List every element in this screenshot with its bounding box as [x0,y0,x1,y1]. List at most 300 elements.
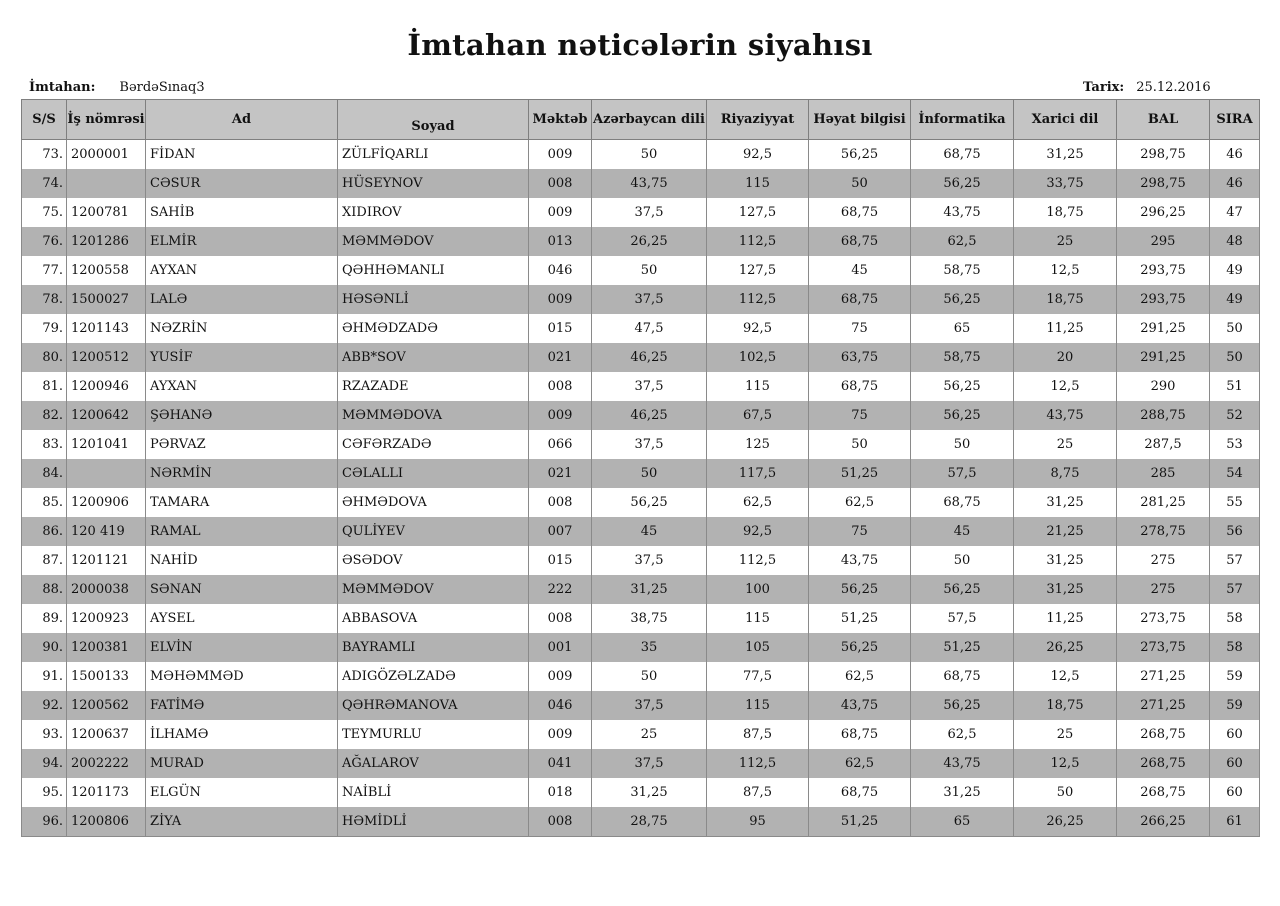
cell-rank: 46 [1210,140,1260,170]
cell-score: 298,75 [1117,169,1210,198]
cell-azerbaijani: 28,75 [592,807,707,837]
cell-informatics: 62,5 [911,227,1014,256]
cell-math: 92,5 [707,517,809,546]
cell-last-name: HƏSƏNLİ [338,285,529,314]
cell-last-name: CƏLALLI [338,459,529,488]
cell-informatics: 65 [911,314,1014,343]
cell-first-name: ZİYA [146,807,338,837]
cell-informatics: 56,25 [911,169,1014,198]
cell-score: 291,25 [1117,314,1210,343]
cell-school: 021 [529,459,592,488]
cell-informatics: 56,25 [911,285,1014,314]
cell-score: 268,75 [1117,778,1210,807]
cell-rank: 57 [1210,546,1260,575]
table-row [22,343,1260,372]
cell-informatics: 43,75 [911,749,1014,778]
cell-rank: 47 [1210,198,1260,227]
table-row [22,778,1260,807]
cell-first-name: MƏHƏMMƏD [146,662,338,691]
cell-ss: 86. [22,517,67,546]
cell-math: 125 [707,430,809,459]
cell-school: 009 [529,720,592,749]
table-row [22,401,1260,430]
cell-foreign-language: 25 [1014,430,1117,459]
cell-school: 046 [529,691,592,720]
table-row [22,372,1260,401]
col-header-last-name: Soyad [338,100,529,140]
cell-rank: 57 [1210,575,1260,604]
cell-school: 008 [529,807,592,837]
cell-foreign-language: 11,25 [1014,314,1117,343]
cell-rank: 55 [1210,488,1260,517]
cell-math: 115 [707,169,809,198]
cell-azerbaijani: 37,5 [592,285,707,314]
cell-rank: 54 [1210,459,1260,488]
cell-ss: 93. [22,720,67,749]
cell-ss: 95. [22,778,67,807]
cell-informatics: 57,5 [911,604,1014,633]
cell-last-name: XIDIROV [338,198,529,227]
cell-score: 273,75 [1117,604,1210,633]
date-label: Tarix: [1083,80,1125,95]
cell-score: 296,25 [1117,198,1210,227]
cell-math: 112,5 [707,285,809,314]
cell-first-name: NAHİD [146,546,338,575]
cell-math: 112,5 [707,546,809,575]
cell-score: 293,75 [1117,256,1210,285]
cell-score: 273,75 [1117,633,1210,662]
cell-life-science: 56,25 [809,140,911,170]
cell-first-name: AYXAN [146,372,338,401]
cell-math: 115 [707,372,809,401]
cell-last-name: BAYRAMLI [338,633,529,662]
table-row [22,720,1260,749]
cell-score: 295 [1117,227,1210,256]
exam-value: BərdəSınaq3 [119,80,205,95]
cell-informatics: 65 [911,807,1014,837]
cell-score: 290 [1117,372,1210,401]
cell-first-name: SAHİB [146,198,338,227]
cell-first-name: İLHAMƏ [146,720,338,749]
date-value: 25.12.2016 [1136,80,1211,95]
cell-ss: 88. [22,575,67,604]
col-header-score: BAL [1117,100,1210,140]
table-row [22,749,1260,778]
cell-life-science: 56,25 [809,575,911,604]
cell-rank: 59 [1210,691,1260,720]
cell-azerbaijani: 47,5 [592,314,707,343]
cell-ss: 83. [22,430,67,459]
cell-foreign-language: 26,25 [1014,807,1117,837]
cell-azerbaijani: 50 [592,662,707,691]
cell-informatics: 50 [911,546,1014,575]
cell-azerbaijani: 50 [592,140,707,170]
cell-foreign-language: 18,75 [1014,285,1117,314]
cell-informatics: 68,75 [911,140,1014,170]
cell-score: 288,75 [1117,401,1210,430]
cell-rank: 52 [1210,401,1260,430]
cell-informatics: 58,75 [911,343,1014,372]
cell-first-name: AYSEL [146,604,338,633]
cell-first-name: ŞƏHANƏ [146,401,338,430]
cell-ss: 90. [22,633,67,662]
cell-work-number: 1200806 [67,807,146,837]
cell-life-science: 75 [809,314,911,343]
cell-last-name: QƏHHƏMANLI [338,256,529,285]
col-header-work-number: İş nömrəsi [67,100,146,140]
cell-math: 92,5 [707,314,809,343]
cell-life-science: 75 [809,517,911,546]
cell-ss: 91. [22,662,67,691]
cell-math: 127,5 [707,256,809,285]
cell-azerbaijani: 37,5 [592,430,707,459]
cell-work-number [67,169,146,198]
cell-ss: 89. [22,604,67,633]
table-row [22,517,1260,546]
cell-score: 278,75 [1117,517,1210,546]
cell-school: 015 [529,546,592,575]
cell-math: 77,5 [707,662,809,691]
cell-school: 001 [529,633,592,662]
cell-ss: 82. [22,401,67,430]
cell-foreign-language: 31,25 [1014,140,1117,170]
table-row [22,198,1260,227]
cell-ss: 74. [22,169,67,198]
cell-score: 266,25 [1117,807,1210,837]
cell-math: 115 [707,691,809,720]
cell-informatics: 56,25 [911,401,1014,430]
cell-last-name: QULİYEV [338,517,529,546]
cell-rank: 58 [1210,633,1260,662]
cell-ss: 87. [22,546,67,575]
cell-school: 009 [529,662,592,691]
cell-life-science: 68,75 [809,198,911,227]
cell-foreign-language: 21,25 [1014,517,1117,546]
cell-ss: 79. [22,314,67,343]
cell-score: 268,75 [1117,749,1210,778]
cell-azerbaijani: 31,25 [592,575,707,604]
cell-azerbaijani: 37,5 [592,749,707,778]
cell-ss: 73. [22,140,67,170]
cell-ss: 80. [22,343,67,372]
cell-work-number: 1201173 [67,778,146,807]
col-header-ss: S/S [22,100,67,140]
cell-azerbaijani: 37,5 [592,546,707,575]
table-row [22,430,1260,459]
cell-math: 87,5 [707,720,809,749]
cell-informatics: 45 [911,517,1014,546]
cell-life-science: 68,75 [809,372,911,401]
exam-label: İmtahan: [29,80,96,95]
cell-math: 102,5 [707,343,809,372]
cell-ss: 84. [22,459,67,488]
cell-school: 222 [529,575,592,604]
cell-foreign-language: 25 [1014,227,1117,256]
cell-ss: 81. [22,372,67,401]
cell-work-number: 1500133 [67,662,146,691]
cell-rank: 60 [1210,778,1260,807]
cell-math: 62,5 [707,488,809,517]
cell-azerbaijani: 45 [592,517,707,546]
cell-life-science: 75 [809,401,911,430]
cell-school: 066 [529,430,592,459]
cell-foreign-language: 18,75 [1014,691,1117,720]
cell-life-science: 68,75 [809,227,911,256]
cell-rank: 50 [1210,314,1260,343]
cell-life-science: 62,5 [809,662,911,691]
cell-azerbaijani: 26,25 [592,227,707,256]
cell-work-number: 1500027 [67,285,146,314]
cell-school: 018 [529,778,592,807]
cell-rank: 51 [1210,372,1260,401]
cell-last-name: TEYMURLU [338,720,529,749]
cell-math: 117,5 [707,459,809,488]
cell-informatics: 51,25 [911,633,1014,662]
cell-foreign-language: 12,5 [1014,372,1117,401]
table-row [22,227,1260,256]
cell-last-name: RZAZADE [338,372,529,401]
col-header-foreign-language: Xarici dil [1014,100,1117,140]
cell-life-science: 50 [809,430,911,459]
cell-last-name: MƏMMƏDOV [338,227,529,256]
page-title: İmtahan nəticələrin siyahısı [407,28,873,62]
cell-azerbaijani: 50 [592,459,707,488]
cell-foreign-language: 12,5 [1014,662,1117,691]
cell-school: 046 [529,256,592,285]
cell-azerbaijani: 56,25 [592,488,707,517]
cell-math: 112,5 [707,749,809,778]
cell-life-science: 45 [809,256,911,285]
cell-work-number: 1200642 [67,401,146,430]
cell-first-name: SƏNAN [146,575,338,604]
cell-life-science: 50 [809,169,911,198]
cell-life-science: 51,25 [809,807,911,837]
cell-first-name: ELVİN [146,633,338,662]
cell-math: 92,5 [707,140,809,170]
cell-ss: 92. [22,691,67,720]
cell-life-science: 68,75 [809,778,911,807]
cell-work-number: 1201286 [67,227,146,256]
cell-math: 100 [707,575,809,604]
table-row [22,691,1260,720]
cell-first-name: TAMARA [146,488,338,517]
cell-life-science: 68,75 [809,285,911,314]
cell-life-science: 62,5 [809,488,911,517]
cell-life-science: 43,75 [809,546,911,575]
cell-work-number: 1200381 [67,633,146,662]
cell-score: 275 [1117,546,1210,575]
cell-last-name: ABBASOVA [338,604,529,633]
cell-rank: 60 [1210,720,1260,749]
cell-life-science: 56,25 [809,633,911,662]
table-row [22,314,1260,343]
cell-ss: 85. [22,488,67,517]
cell-azerbaijani: 31,25 [592,778,707,807]
exam-info [29,80,205,95]
cell-foreign-language: 43,75 [1014,401,1117,430]
cell-last-name: ƏSƏDOV [338,546,529,575]
cell-work-number: 1200558 [67,256,146,285]
cell-work-number: 2000001 [67,140,146,170]
cell-score: 275 [1117,575,1210,604]
col-header-life-science: Həyat bilgisi [809,100,911,140]
cell-last-name: AĞALAROV [338,749,529,778]
cell-foreign-language: 8,75 [1014,459,1117,488]
cell-rank: 50 [1210,343,1260,372]
table-row [22,807,1260,837]
col-header-school: Məktəb [529,100,592,140]
col-header-informatics: İnformatika [911,100,1014,140]
cell-azerbaijani: 43,75 [592,169,707,198]
cell-score: 285 [1117,459,1210,488]
cell-rank: 48 [1210,227,1260,256]
cell-azerbaijani: 35 [592,633,707,662]
cell-life-science: 51,25 [809,459,911,488]
cell-school: 013 [529,227,592,256]
cell-score: 268,75 [1117,720,1210,749]
cell-informatics: 56,25 [911,575,1014,604]
cell-rank: 59 [1210,662,1260,691]
cell-work-number: 1201121 [67,546,146,575]
cell-foreign-language: 12,5 [1014,749,1117,778]
cell-informatics: 62,5 [911,720,1014,749]
cell-last-name: ADIGÖZƏLZADƏ [338,662,529,691]
cell-first-name: ELGÜN [146,778,338,807]
cell-ss: 75. [22,198,67,227]
cell-first-name: FİDAN [146,140,338,170]
cell-foreign-language: 12,5 [1014,256,1117,285]
cell-first-name: PƏRVAZ [146,430,338,459]
cell-informatics: 50 [911,430,1014,459]
table-row [22,169,1260,198]
table-row [22,488,1260,517]
cell-last-name: CƏFƏRZADƏ [338,430,529,459]
cell-math: 67,5 [707,401,809,430]
cell-rank: 61 [1210,807,1260,837]
cell-life-science: 51,25 [809,604,911,633]
cell-foreign-language: 11,25 [1014,604,1117,633]
cell-informatics: 57,5 [911,459,1014,488]
cell-math: 87,5 [707,778,809,807]
cell-last-name: QƏHRƏMANOVA [338,691,529,720]
cell-school: 041 [529,749,592,778]
cell-work-number [67,459,146,488]
cell-score: 293,75 [1117,285,1210,314]
cell-first-name: NƏRMİN [146,459,338,488]
cell-first-name: YUSİF [146,343,338,372]
cell-ss: 78. [22,285,67,314]
table-row [22,459,1260,488]
cell-last-name: ZÜLFİQARLI [338,140,529,170]
col-header-rank: SIRA [1210,100,1260,140]
cell-school: 021 [529,343,592,372]
cell-informatics: 68,75 [911,662,1014,691]
cell-informatics: 56,25 [911,691,1014,720]
table-row [22,140,1260,170]
cell-math: 127,5 [707,198,809,227]
cell-work-number: 1201041 [67,430,146,459]
results-table [21,99,1260,837]
cell-work-number: 2000038 [67,575,146,604]
cell-informatics: 58,75 [911,256,1014,285]
cell-azerbaijani: 46,25 [592,401,707,430]
table-row [22,662,1260,691]
cell-last-name: MƏMMƏDOVA [338,401,529,430]
cell-foreign-language: 33,75 [1014,169,1117,198]
cell-school: 007 [529,517,592,546]
cell-work-number: 1201143 [67,314,146,343]
cell-work-number: 1200906 [67,488,146,517]
cell-school: 009 [529,285,592,314]
cell-math: 105 [707,633,809,662]
cell-azerbaijani: 38,75 [592,604,707,633]
col-header-math: Riyaziyyat [707,100,809,140]
cell-foreign-language: 25 [1014,720,1117,749]
cell-work-number: 1200923 [67,604,146,633]
cell-life-science: 63,75 [809,343,911,372]
cell-first-name: CƏSUR [146,169,338,198]
col-header-first-name: Ad [146,100,338,140]
cell-rank: 58 [1210,604,1260,633]
cell-informatics: 68,75 [911,488,1014,517]
cell-score: 271,25 [1117,691,1210,720]
cell-rank: 60 [1210,749,1260,778]
cell-ss: 94. [22,749,67,778]
table-row [22,285,1260,314]
cell-last-name: HÜSEYNOV [338,169,529,198]
cell-score: 271,25 [1117,662,1210,691]
cell-foreign-language: 20 [1014,343,1117,372]
cell-azerbaijani: 37,5 [592,691,707,720]
cell-life-science: 62,5 [809,749,911,778]
cell-last-name: MƏMMƏDOV [338,575,529,604]
cell-work-number: 1200781 [67,198,146,227]
cell-score: 291,25 [1117,343,1210,372]
cell-life-science: 43,75 [809,691,911,720]
table-row [22,546,1260,575]
cell-school: 015 [529,314,592,343]
table-row [22,256,1260,285]
cell-rank: 49 [1210,285,1260,314]
cell-last-name: NAİBLİ [338,778,529,807]
cell-azerbaijani: 50 [592,256,707,285]
cell-last-name: ABB*SOV [338,343,529,372]
cell-informatics: 31,25 [911,778,1014,807]
cell-first-name: ELMİR [146,227,338,256]
table-header-row [22,100,1260,140]
cell-rank: 49 [1210,256,1260,285]
cell-math: 115 [707,604,809,633]
cell-informatics: 56,25 [911,372,1014,401]
cell-school: 008 [529,604,592,633]
cell-first-name: MURAD [146,749,338,778]
table-row [22,575,1260,604]
cell-foreign-language: 18,75 [1014,198,1117,227]
cell-ss: 76. [22,227,67,256]
cell-azerbaijani: 37,5 [592,198,707,227]
date-info [1083,80,1211,95]
cell-ss: 96. [22,807,67,837]
cell-school: 008 [529,488,592,517]
cell-azerbaijani: 37,5 [592,372,707,401]
cell-foreign-language: 50 [1014,778,1117,807]
cell-work-number: 2002222 [67,749,146,778]
cell-rank: 46 [1210,169,1260,198]
cell-school: 009 [529,140,592,170]
cell-work-number: 1200562 [67,691,146,720]
cell-work-number: 1200637 [67,720,146,749]
cell-score: 281,25 [1117,488,1210,517]
